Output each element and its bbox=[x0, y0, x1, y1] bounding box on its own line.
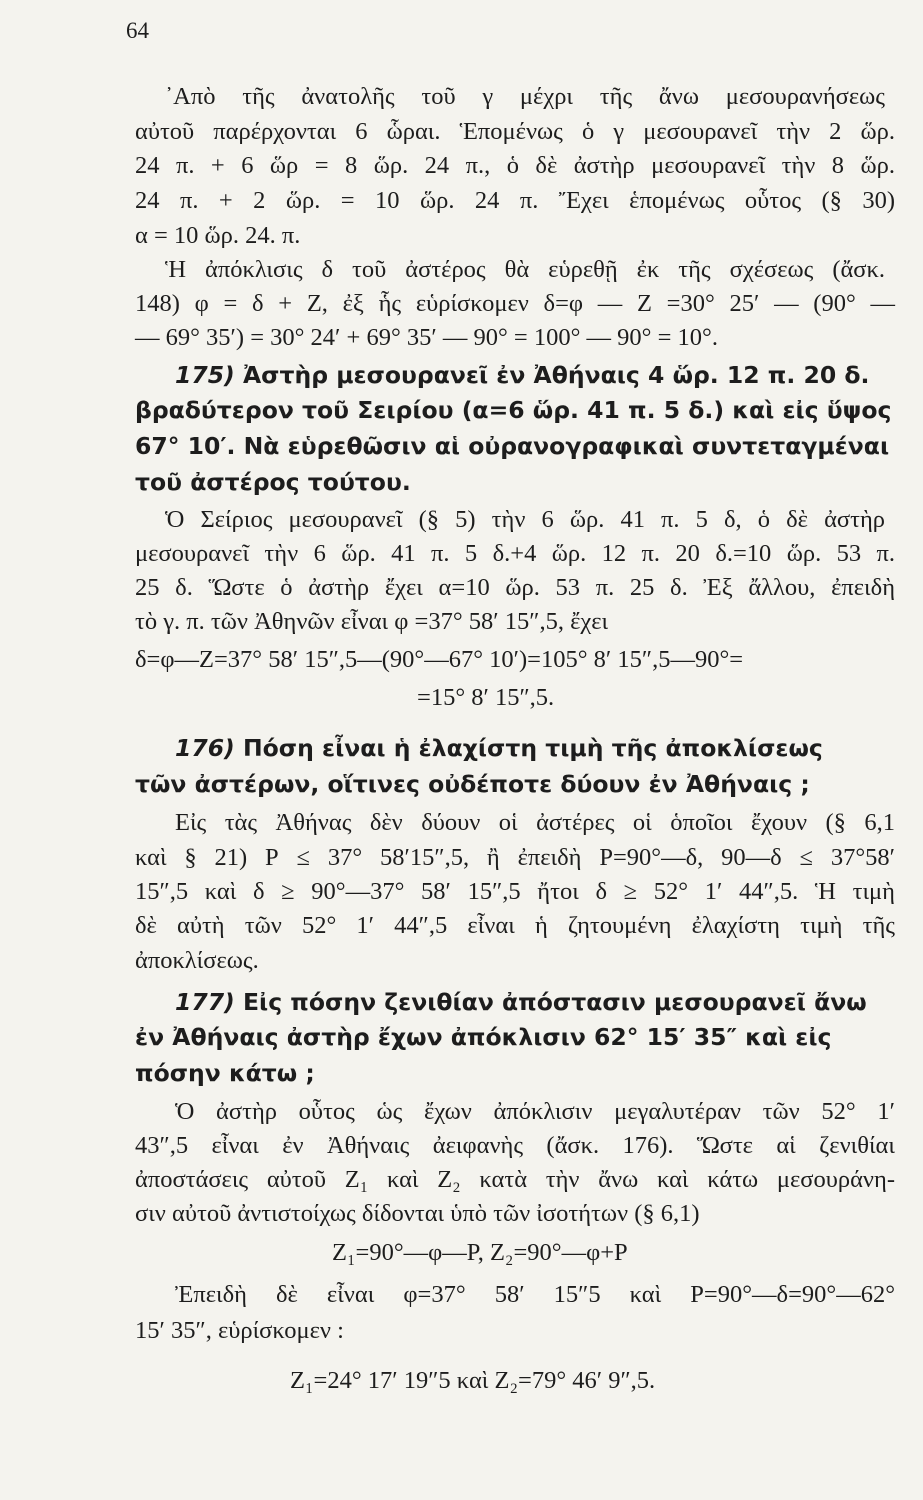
text-line: 24 π. + 6 ὥρ = 8 ὥρ. 24 π., ὁ δὲ ἀστὴρ μεσουρανεῖ τὴν 8 ὥρ. bbox=[135, 152, 895, 179]
problem-177-heading bbox=[175, 987, 923, 1017]
solution-line: μεσουρανεῖ τὴν 6 ὥρ. 41 π. 5 δ.+4 ὥρ. 12 π. 20 δ.=10 ὥρ. 53 π. bbox=[135, 540, 895, 567]
solution-line: Εἰς τὰς Ἀθήνας δὲν δύουν οἱ ἀστέρες οἱ ὁποῖοι ἔχουν (§ 6,1 bbox=[175, 809, 895, 836]
page-number: 64 bbox=[126, 18, 149, 43]
solution-line: 43″,5 εἶναι ἐν Ἀθήναις ἀειφανὴς (ἄσκ. 176). Ὥστε αἱ ζενιθίαι bbox=[135, 1132, 895, 1159]
problem-number: 175) bbox=[175, 361, 235, 389]
text-line: 148) φ = δ + Ζ, ἐξ ἧς εὑρίσκομεν δ=φ — Ζ =30° 25′ — (90° — bbox=[135, 290, 895, 317]
problem-text: Πόση εἶναι ἡ ἐλαχίστη τιμὴ τῆς ἀποκλίσεως bbox=[234, 734, 823, 762]
problem-text: 67° 10′. Νὰ εὑρεθῶσιν αἱ οὐρανογραφικαὶ συντεταγμέναι bbox=[135, 432, 890, 460]
solution-line: δὲ αὐτὴ τῶν 52° 1′ 44″,5 εἶναι ἡ ζητουμένη ἐλαχίστη τιμὴ τῆς bbox=[135, 912, 895, 939]
solution-line: τὸ γ. π. τῶν Ἀθηνῶν εἶναι φ =37° 58′ 15″,5, ἔχει bbox=[135, 608, 609, 635]
problem-number: 177) bbox=[175, 988, 235, 1016]
equation-line: Ζ₁=24° 17′ 19″5 καὶ Ζ₂=79° 46′ 9″,5. bbox=[290, 1367, 656, 1394]
solution-line: 15″,5 καὶ δ ≥ 90°—37° 58′ 15″,5 ἤτοι δ ≥ 52° 1′ 44″,5. Ἡ τιμὴ bbox=[135, 878, 895, 905]
text-line: αὐτοῦ παρέρχονται 6 ὧραι. Ἑπομένως ὁ γ μεσουρανεῖ τὴν 2 ὥρ. bbox=[135, 118, 895, 145]
problem-text: τῶν ἀστέρων, οἵτινες οὐδέποτε δύουν ἐν Ἀθήναις ; bbox=[135, 770, 810, 798]
text-line: 24 π. + 2 ὥρ. = 10 ὥρ. 24 π. Ἔχει ἑπομένως οὗτος (§ 30) bbox=[135, 187, 895, 214]
problem-text: Εἰς πόσην ζενιθίαν ἀπόστασιν μεσουρανεῖ ἄνω bbox=[234, 988, 867, 1016]
problem-175-heading bbox=[175, 360, 923, 390]
problem-text: βραδύτερον τοῦ Σειρίου (α=6 ὥρ. 41 π. 5 δ.) καὶ εἰς ὕψος bbox=[135, 396, 892, 424]
problem-text: τοῦ ἀστέρος τούτου. bbox=[135, 468, 411, 496]
problem-text: πόσην κάτω ; bbox=[135, 1059, 315, 1087]
problem-number: 176) bbox=[175, 734, 235, 762]
equation-line: Ζ₁=90°—φ—Ρ, Ζ₂=90°—φ+Ρ bbox=[332, 1239, 628, 1266]
solution-line: σιν αὐτοῦ ἀντιστοίχως δίδονται ὑπὸ τῶν ἰσοτήτων (§ 6,1) bbox=[135, 1200, 700, 1227]
solution-line: καὶ § 21) Ρ ≤ 37° 58′15″,5, ἢ ἐπειδὴ Ρ=90°—δ, 90—δ ≤ 37°58′ bbox=[135, 844, 895, 871]
solution-line: ἀποκλίσεως. bbox=[135, 947, 259, 974]
solution-line: 25 δ. Ὥστε ὁ ἀστὴρ ἔχει α=10 ὥρ. 53 π. 25 δ. Ἐξ ἄλλου, ἐπειδὴ bbox=[135, 574, 895, 601]
solution-line: =15° 8′ 15″,5. bbox=[417, 684, 555, 711]
problem-text: Ἀστὴρ μεσουρανεῖ ἐν Ἀθήναις 4 ὥρ. 12 π. 20 δ. bbox=[234, 361, 870, 389]
solution-line: δ=φ—Ζ=37° 58′ 15″,5—(90°—67° 10′)=105° 8′ 15″,5—90°= bbox=[135, 646, 744, 673]
solution-line: Ὁ Σείριος μεσουρανεῖ (§ 5) τὴν 6 ὥρ. 41 π. 5 δ, ὁ δὲ ἀστὴρ bbox=[165, 506, 885, 533]
solution-line: Ὁ ἀστὴρ οὗτος ὡς ἔχων ἀπόκλισιν μεγαλυτέραν τῶν 52° 1′ bbox=[175, 1098, 895, 1125]
problem-176-heading bbox=[175, 733, 923, 763]
text-line: Ἡ ἀπόκλισις δ τοῦ ἀστέρος θὰ εὑρεθῇ ἐκ τῆς σχέσεως (ἄσκ. bbox=[165, 256, 885, 283]
text-line: α = 10 ὥρ. 24. π. bbox=[135, 222, 301, 249]
problem-text: ἐν Ἀθήναις ἀστὴρ ἔχων ἀπόκλισιν 62° 15′ 35″ καὶ εἰς bbox=[135, 1023, 832, 1051]
text-line: — 69° 35′) = 30° 24′ + 69° 35′ — 90° = 100° — 90° = 10°. bbox=[135, 324, 718, 351]
solution-line: Ἐπειδὴ δὲ εἶναι φ=37° 58′ 15″5 καὶ Ρ=90°—δ=90°—62° bbox=[175, 1281, 895, 1308]
solution-line: ἀποστάσεις αὐτοῦ Ζ₁ καὶ Ζ₂ κατὰ τὴν ἄνω καὶ κάτω μεσουράνη- bbox=[135, 1166, 895, 1193]
solution-line: 15′ 35″, εὑρίσκομεν : bbox=[135, 1317, 344, 1344]
text-line: ᾽Απὸ τῆς ἀνατολῆς τοῦ γ μέχρι τῆς ἄνω μεσουρανήσεως bbox=[165, 83, 885, 110]
